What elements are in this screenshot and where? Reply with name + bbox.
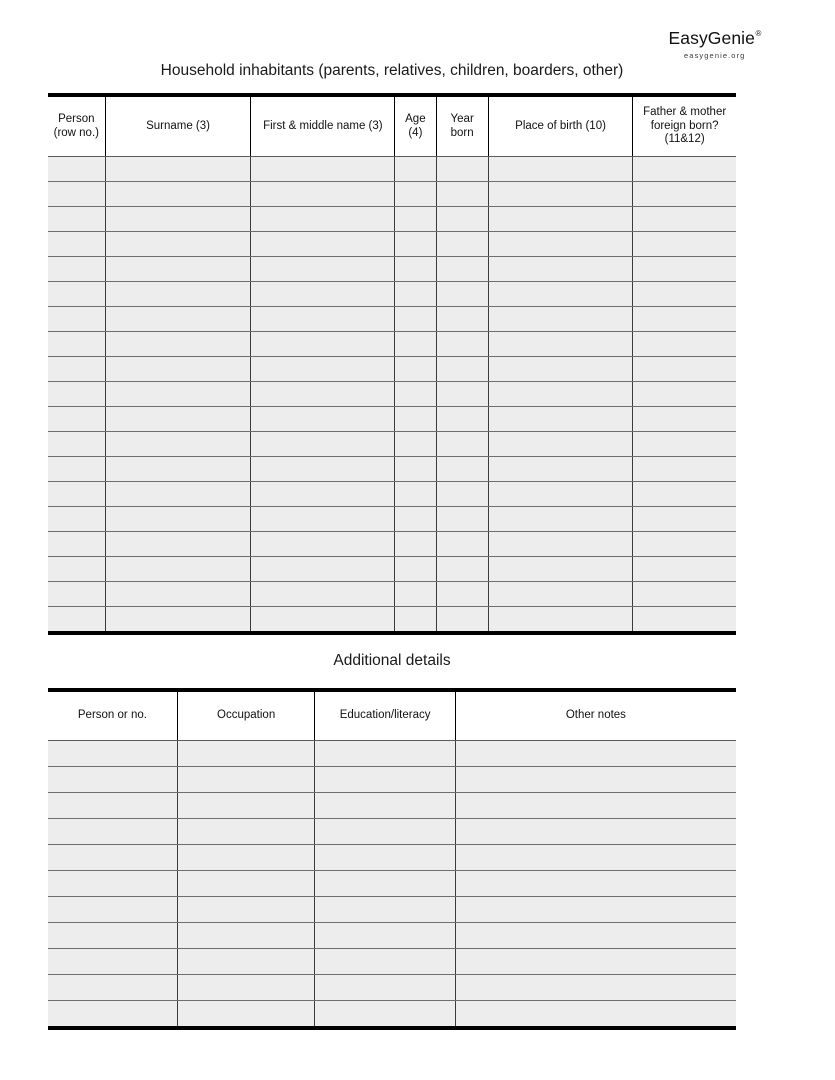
household-entry-cell[interactable] [633,607,736,632]
table-row [48,741,736,767]
table-row [48,871,736,897]
household-entry-cell[interactable] [436,182,488,207]
household-entry-cell[interactable] [395,207,436,232]
additional-entry-cell[interactable] [177,923,315,949]
household-entry-cell[interactable] [395,232,436,257]
household-entry-cell[interactable] [395,257,436,282]
additional-entry-cell[interactable] [315,897,455,923]
household-entry-cell[interactable] [488,207,632,232]
household-entry-cell[interactable] [105,557,251,582]
household-entry-cell[interactable] [48,182,105,207]
table-row [48,507,736,532]
additional-entry-cell[interactable] [48,1001,177,1027]
additional-entry-cell[interactable] [315,1001,455,1027]
household-entry-cell[interactable] [633,482,736,507]
household-entry-cell[interactable] [251,257,395,282]
household-entry-cell[interactable] [633,457,736,482]
household-entry-cell[interactable] [633,182,736,207]
additional-column-header [177,692,315,741]
household-column-header-line: Surname (3) [146,119,210,132]
household-entry-cell[interactable] [48,532,105,557]
household-column-header-line: (row no.) [53,126,99,139]
table-row [48,432,736,457]
household-table-body [48,157,736,632]
household-entry-cell[interactable] [395,282,436,307]
household-entry-cell[interactable] [251,507,395,532]
household-entry-cell[interactable] [105,507,251,532]
household-entry-cell[interactable] [48,432,105,457]
household-entry-cell[interactable] [105,257,251,282]
additional-entry-cell[interactable] [177,975,315,1001]
household-table-head [48,97,736,157]
page-title: Household inhabitants (parents, relatives, children, boarders, other) [160,62,624,79]
household-entry-cell[interactable] [395,457,436,482]
household-entry-cell[interactable] [251,407,395,432]
additional-column-header-line: Occupation [217,709,276,722]
household-entry-cell[interactable] [436,482,488,507]
household-entry-cell[interactable] [488,157,632,182]
household-entry-cell[interactable] [105,457,251,482]
additional-entry-cell[interactable] [315,871,455,897]
household-entry-cell[interactable] [488,507,632,532]
table-row [48,332,736,357]
household-entry-cell[interactable] [436,307,488,332]
additional-entry-cell[interactable] [315,949,455,975]
additional-entry-cell[interactable] [177,845,315,871]
table-row [48,182,736,207]
household-entry-cell[interactable] [48,557,105,582]
household-entry-cell[interactable] [48,257,105,282]
household-entry-cell[interactable] [395,582,436,607]
table-row [48,282,736,307]
table-row [48,532,736,557]
household-column-header-line: (11&12) [664,133,705,146]
household-entry-cell[interactable] [48,207,105,232]
household-entry-cell[interactable] [436,207,488,232]
additional-column-header [455,692,736,741]
household-entry-cell[interactable] [436,407,488,432]
household-entry-cell[interactable] [633,507,736,532]
household-entry-cell[interactable] [488,432,632,457]
household-entry-cell[interactable] [488,332,632,357]
household-entry-cell[interactable] [395,607,436,632]
table-row [48,607,736,632]
table-row [48,819,736,845]
additional-entry-cell[interactable] [315,741,455,767]
household-entry-cell[interactable] [395,482,436,507]
table-row [48,232,736,257]
household-entry-cell[interactable] [436,382,488,407]
table-row [48,975,736,1001]
household-entry-cell[interactable] [488,232,632,257]
table-row [48,357,736,382]
additional-entry-cell[interactable] [455,741,736,767]
table-row [48,923,736,949]
household-column-header [48,97,105,157]
household-entry-cell[interactable] [633,407,736,432]
table-row [48,897,736,923]
household-entry-cell[interactable] [488,182,632,207]
table-row [48,257,736,282]
household-entry-cell[interactable] [48,457,105,482]
household-entry-cell[interactable] [105,582,251,607]
household-entry-cell[interactable] [48,332,105,357]
additional-entry-cell[interactable] [315,845,455,871]
household-column-header-line: (4) [408,126,423,139]
household-column-header-line: Age [405,112,426,125]
household-entry-cell[interactable] [488,382,632,407]
household-entry-cell[interactable] [488,307,632,332]
household-entry-cell[interactable] [436,432,488,457]
household-entry-cell[interactable] [633,157,736,182]
additional-column-header [48,692,177,741]
additional-entry-cell[interactable] [177,819,315,845]
household-entry-cell[interactable] [251,557,395,582]
household-column-header [488,97,632,157]
household-entry-cell[interactable] [105,232,251,257]
household-entry-cell[interactable] [488,407,632,432]
household-entry-cell[interactable] [436,282,488,307]
additional-entry-cell[interactable] [455,1001,736,1027]
household-table-container [48,93,736,635]
household-column-header [436,97,488,157]
additional-column-header-line: Other notes [565,709,626,722]
household-entry-cell[interactable] [633,532,736,557]
additional-entry-cell[interactable] [455,949,736,975]
household-entry-cell[interactable] [48,482,105,507]
household-entry-cell[interactable] [436,357,488,382]
additional-entry-cell[interactable] [48,819,177,845]
household-entry-cell[interactable] [633,257,736,282]
household-entry-cell[interactable] [395,557,436,582]
household-entry-cell[interactable] [488,282,632,307]
household-entry-cell[interactable] [251,532,395,557]
additional-header-row [48,692,736,741]
household-entry-cell[interactable] [633,357,736,382]
household-entry-cell[interactable] [105,532,251,557]
household-column-header-line: born [450,126,474,139]
brand-url: easygenie.org [684,51,746,60]
additional-entry-cell[interactable] [455,923,736,949]
household-entry-cell[interactable] [105,182,251,207]
household-column-header-line: Place of birth (10) [515,119,606,132]
household-entry-cell[interactable] [488,582,632,607]
table-row [48,157,736,182]
household-entry-cell[interactable] [48,607,105,632]
household-entry-cell[interactable] [633,432,736,457]
household-entry-cell[interactable] [251,157,395,182]
additional-entry-cell[interactable] [455,871,736,897]
household-entry-cell[interactable] [251,357,395,382]
additional-entry-cell[interactable] [177,949,315,975]
household-entry-cell[interactable] [488,257,632,282]
household-entry-cell[interactable] [48,307,105,332]
household-entry-cell[interactable] [251,457,395,482]
household-entry-cell[interactable] [105,432,251,457]
additional-entry-cell[interactable] [315,819,455,845]
household-entry-cell[interactable] [251,582,395,607]
additional-entry-cell[interactable] [48,845,177,871]
household-entry-cell[interactable] [395,357,436,382]
household-entry-cell[interactable] [488,457,632,482]
brand-name-text: EasyGenie [668,28,755,48]
household-entry-cell[interactable] [251,607,395,632]
household-entry-cell[interactable] [395,307,436,332]
table-row [48,482,736,507]
household-entry-cell[interactable] [251,482,395,507]
additional-entry-cell[interactable] [177,1001,315,1027]
household-entry-cell[interactable] [436,532,488,557]
household-entry-cell[interactable] [395,182,436,207]
additional-table-head [48,692,736,741]
additional-details-title: Additional details [333,652,451,669]
household-entry-cell[interactable] [488,482,632,507]
household-entry-cell[interactable] [436,257,488,282]
household-entry-cell[interactable] [105,282,251,307]
household-entry-cell[interactable] [251,207,395,232]
household-entry-cell[interactable] [251,282,395,307]
household-entry-cell[interactable] [436,582,488,607]
household-entry-cell[interactable] [633,307,736,332]
table-row [48,457,736,482]
household-entry-cell[interactable] [251,307,395,332]
household-entry-cell[interactable] [436,607,488,632]
household-entry-cell[interactable] [633,207,736,232]
additional-entry-cell[interactable] [455,975,736,1001]
household-column-header-line: Year [450,112,474,125]
household-entry-cell[interactable] [633,282,736,307]
household-entry-cell[interactable] [48,157,105,182]
table-row [48,407,736,432]
additional-entry-cell[interactable] [455,897,736,923]
additional-entry-cell[interactable] [48,923,177,949]
household-entry-cell[interactable] [251,182,395,207]
table-row [48,582,736,607]
household-column-header [395,97,436,157]
additional-entry-cell[interactable] [315,923,455,949]
household-entry-cell[interactable] [48,382,105,407]
additional-entry-cell[interactable] [177,793,315,819]
household-column-header [633,97,736,157]
household-entry-cell[interactable] [395,407,436,432]
household-entry-cell[interactable] [105,207,251,232]
household-column-header-line: Person [58,112,95,125]
additional-entry-cell[interactable] [315,975,455,1001]
additional-entry-cell[interactable] [48,741,177,767]
additional-entry-cell[interactable] [48,793,177,819]
brand-name [668,30,761,48]
additional-column-header-line: Education/literacy [339,709,431,722]
household-column-header [105,97,251,157]
household-entry-cell[interactable] [436,332,488,357]
registered-trademark-icon: ® [755,29,762,39]
household-entry-cell[interactable] [251,332,395,357]
household-column-header-line: Father & mother [643,106,727,119]
household-entry-cell[interactable] [105,332,251,357]
additional-entry-cell[interactable] [48,767,177,793]
household-entry-cell[interactable] [633,557,736,582]
household-entry-cell[interactable] [488,607,632,632]
additional-entry-cell[interactable] [177,767,315,793]
household-entry-cell[interactable] [48,232,105,257]
table-row [48,207,736,232]
household-entry-cell[interactable] [633,582,736,607]
household-table [48,97,736,631]
household-entry-cell[interactable] [105,382,251,407]
additional-entry-cell[interactable] [455,819,736,845]
household-entry-cell[interactable] [436,457,488,482]
additional-entry-cell[interactable] [48,897,177,923]
household-entry-cell[interactable] [105,407,251,432]
household-entry-cell[interactable] [395,332,436,357]
household-entry-cell[interactable] [251,232,395,257]
household-column-header [251,97,395,157]
household-entry-cell[interactable] [395,532,436,557]
additional-entry-cell[interactable] [48,871,177,897]
household-entry-cell[interactable] [633,232,736,257]
table-row [48,307,736,332]
table-row [48,1001,736,1027]
additional-entry-cell[interactable] [48,975,177,1001]
household-entry-cell[interactable] [488,357,632,382]
household-entry-cell[interactable] [395,432,436,457]
additional-column-header-line: Person or no. [77,709,147,722]
household-column-header-line: First & middle name (3) [263,119,383,132]
household-entry-cell[interactable] [633,332,736,357]
household-entry-cell[interactable] [48,582,105,607]
additional-entry-cell[interactable] [455,845,736,871]
household-entry-cell[interactable] [436,557,488,582]
household-entry-cell[interactable] [48,282,105,307]
household-entry-cell[interactable] [633,382,736,407]
household-entry-cell[interactable] [488,532,632,557]
household-entry-cell[interactable] [488,557,632,582]
additional-entry-cell[interactable] [315,767,455,793]
household-header-row [48,97,736,157]
household-column-header-line: foreign born? [650,119,719,132]
table-row [48,845,736,871]
additional-entry-cell[interactable] [48,949,177,975]
household-entry-cell[interactable] [436,507,488,532]
additional-table-body [48,741,736,1027]
household-entry-cell[interactable] [105,607,251,632]
household-entry-cell[interactable] [395,382,436,407]
table-row [48,557,736,582]
household-entry-cell[interactable] [48,357,105,382]
household-entry-cell[interactable] [105,482,251,507]
household-entry-cell[interactable] [48,407,105,432]
household-entry-cell[interactable] [395,157,436,182]
brand-logo [668,30,761,60]
additional-entry-cell[interactable] [177,741,315,767]
additional-entry-cell[interactable] [177,871,315,897]
household-entry-cell[interactable] [105,157,251,182]
table-row [48,382,736,407]
additional-entry-cell[interactable] [315,793,455,819]
household-entry-cell[interactable] [395,507,436,532]
household-entry-cell[interactable] [105,357,251,382]
household-entry-cell[interactable] [48,507,105,532]
household-entry-cell[interactable] [436,232,488,257]
additional-entry-cell[interactable] [455,793,736,819]
table-row [48,767,736,793]
household-entry-cell[interactable] [251,432,395,457]
additional-details-table-container [48,688,736,1030]
household-entry-cell[interactable] [105,307,251,332]
household-entry-cell[interactable] [436,157,488,182]
table-row [48,949,736,975]
additional-details-table [48,692,736,1026]
additional-column-header [315,692,455,741]
additional-entry-cell[interactable] [177,897,315,923]
additional-entry-cell[interactable] [455,767,736,793]
table-row [48,793,736,819]
household-entry-cell[interactable] [251,382,395,407]
